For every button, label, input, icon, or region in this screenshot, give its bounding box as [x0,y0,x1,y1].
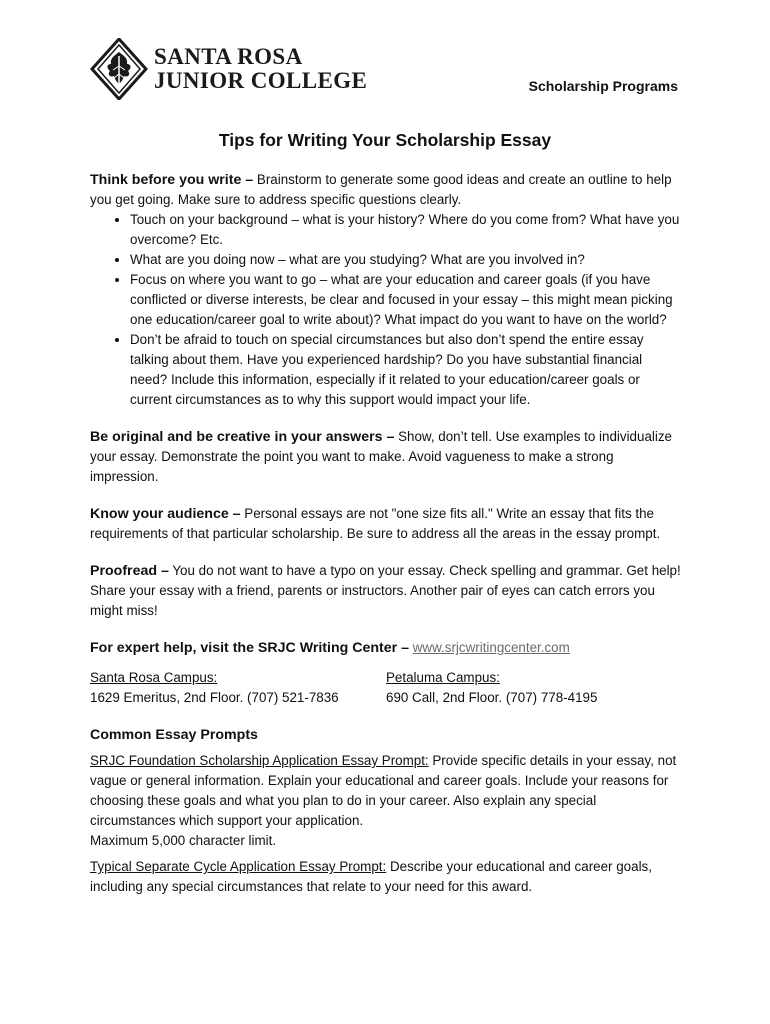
prompt-text: Describe your educational and career goals, including any special circumstances that relate to your need for this award. [90,859,652,894]
prompt-srjc-foundation [90,751,682,851]
prompt-label: SRJC Foundation Scholarship Application Essay Prompt: [90,753,429,768]
prompt-paragraph [90,857,682,897]
campus-list [90,668,682,708]
expert-lead: For expert help, visit the SRJC Writing Center – [90,640,410,656]
original-paragraph [90,427,682,487]
section-proofread [90,561,682,621]
prompt-paragraph [90,751,682,831]
page-title: Tips for Writing Your Scholarship Essay [218,130,552,150]
logo-line-2: JUNIOR COLLEGE [154,68,368,93]
prompt-text: Provide specific details in your essay, not vague or general information. Explain your educational and career goals. Include your reasons for choosing these goals and what you plan to do in your career. Also explain any special circumstances which support your application. [90,753,677,828]
campus-address: 690 Call, 2nd Floor. (707) 778-4195 [386,690,598,705]
campus-address: 1629 Emeritus, 2nd Floor. (707) 521-7836 [90,690,339,705]
section-expert-help [90,638,682,708]
document-body [90,170,682,897]
campus-name: Petaluma Campus: [386,670,500,685]
writing-center-link[interactable]: www.srjcwritingcenter.com [412,640,570,655]
campus-santa-rosa [90,668,386,708]
header [90,38,690,104]
campus-name: Santa Rosa Campus: [90,670,218,685]
prompt-limit: Maximum 5,000 character limit. [90,833,277,848]
audience-text: Personal essays are not "one size fits all." Write an essay that fits the requirements of that particular scholarship. Be sure to address all the areas in the essay prompt. [90,506,661,541]
prompt-label: Typical Separate Cycle Application Essay Prompt: [90,859,387,874]
think-bullet-list [90,210,682,410]
section-original [90,427,682,487]
proofread-text: You do not want to have a typo on your essay. Check spelling and grammar. Get help! Share your essay with a friend, parents or instructors. Another pair of eyes can catch errors you might miss! [90,563,681,618]
list-item: • What are you doing now – what are you studying? What are you involved in? [130,250,682,270]
prompt-separate-cycle [90,857,682,897]
logo-wordmark [154,45,367,93]
program-label: Scholarship Programs [528,78,678,94]
list-item: • Focus on where you want to go – what are your education and career goals (if you have conflicted or diverse interests, be clear and focused in your essay – this might mean picking one education/career goal to write about)? What impact do you want to have on the world? [130,270,682,330]
audience-paragraph [90,504,682,544]
original-text: Show, don’t tell. Use examples to individualize your essay. Demonstrate the point you want to make. Avoid vagueness to make a strong impression. [90,429,672,484]
original-lead: Be original and be creative in your answers – [90,429,395,445]
think-paragraph [90,170,682,210]
audience-lead: Know your audience – [90,506,241,522]
logo-line-1: SANTA ROSA [154,44,303,69]
oak-leaf-seal-icon [90,38,148,100]
think-lead: Think before you write – [90,172,254,188]
college-logo [90,38,367,100]
list-item: • Touch on your background – what is your history? Where do you come from? What have you overcome? Etc. [130,210,682,250]
proofread-paragraph [90,561,682,621]
expert-paragraph [90,638,682,658]
section-think [90,170,682,410]
proofread-lead: Proofread – [90,563,169,579]
list-item: • Don’t be afraid to touch on special circumstances but also don’t spend the entire essay talking about them. Have you experienced hardship? Do you have substantial financial need? Include this information, especially if it related to your education/career goals or current circumstances as to why this support would impact your life. [130,330,682,410]
prompts-heading: Common Essay Prompts [90,727,258,743]
campus-petaluma [386,668,682,708]
section-audience [90,504,682,544]
think-text: Brainstorm to generate some good ideas and create an outline to help you get going. Make sure to address specific questions clearly. [90,172,672,207]
